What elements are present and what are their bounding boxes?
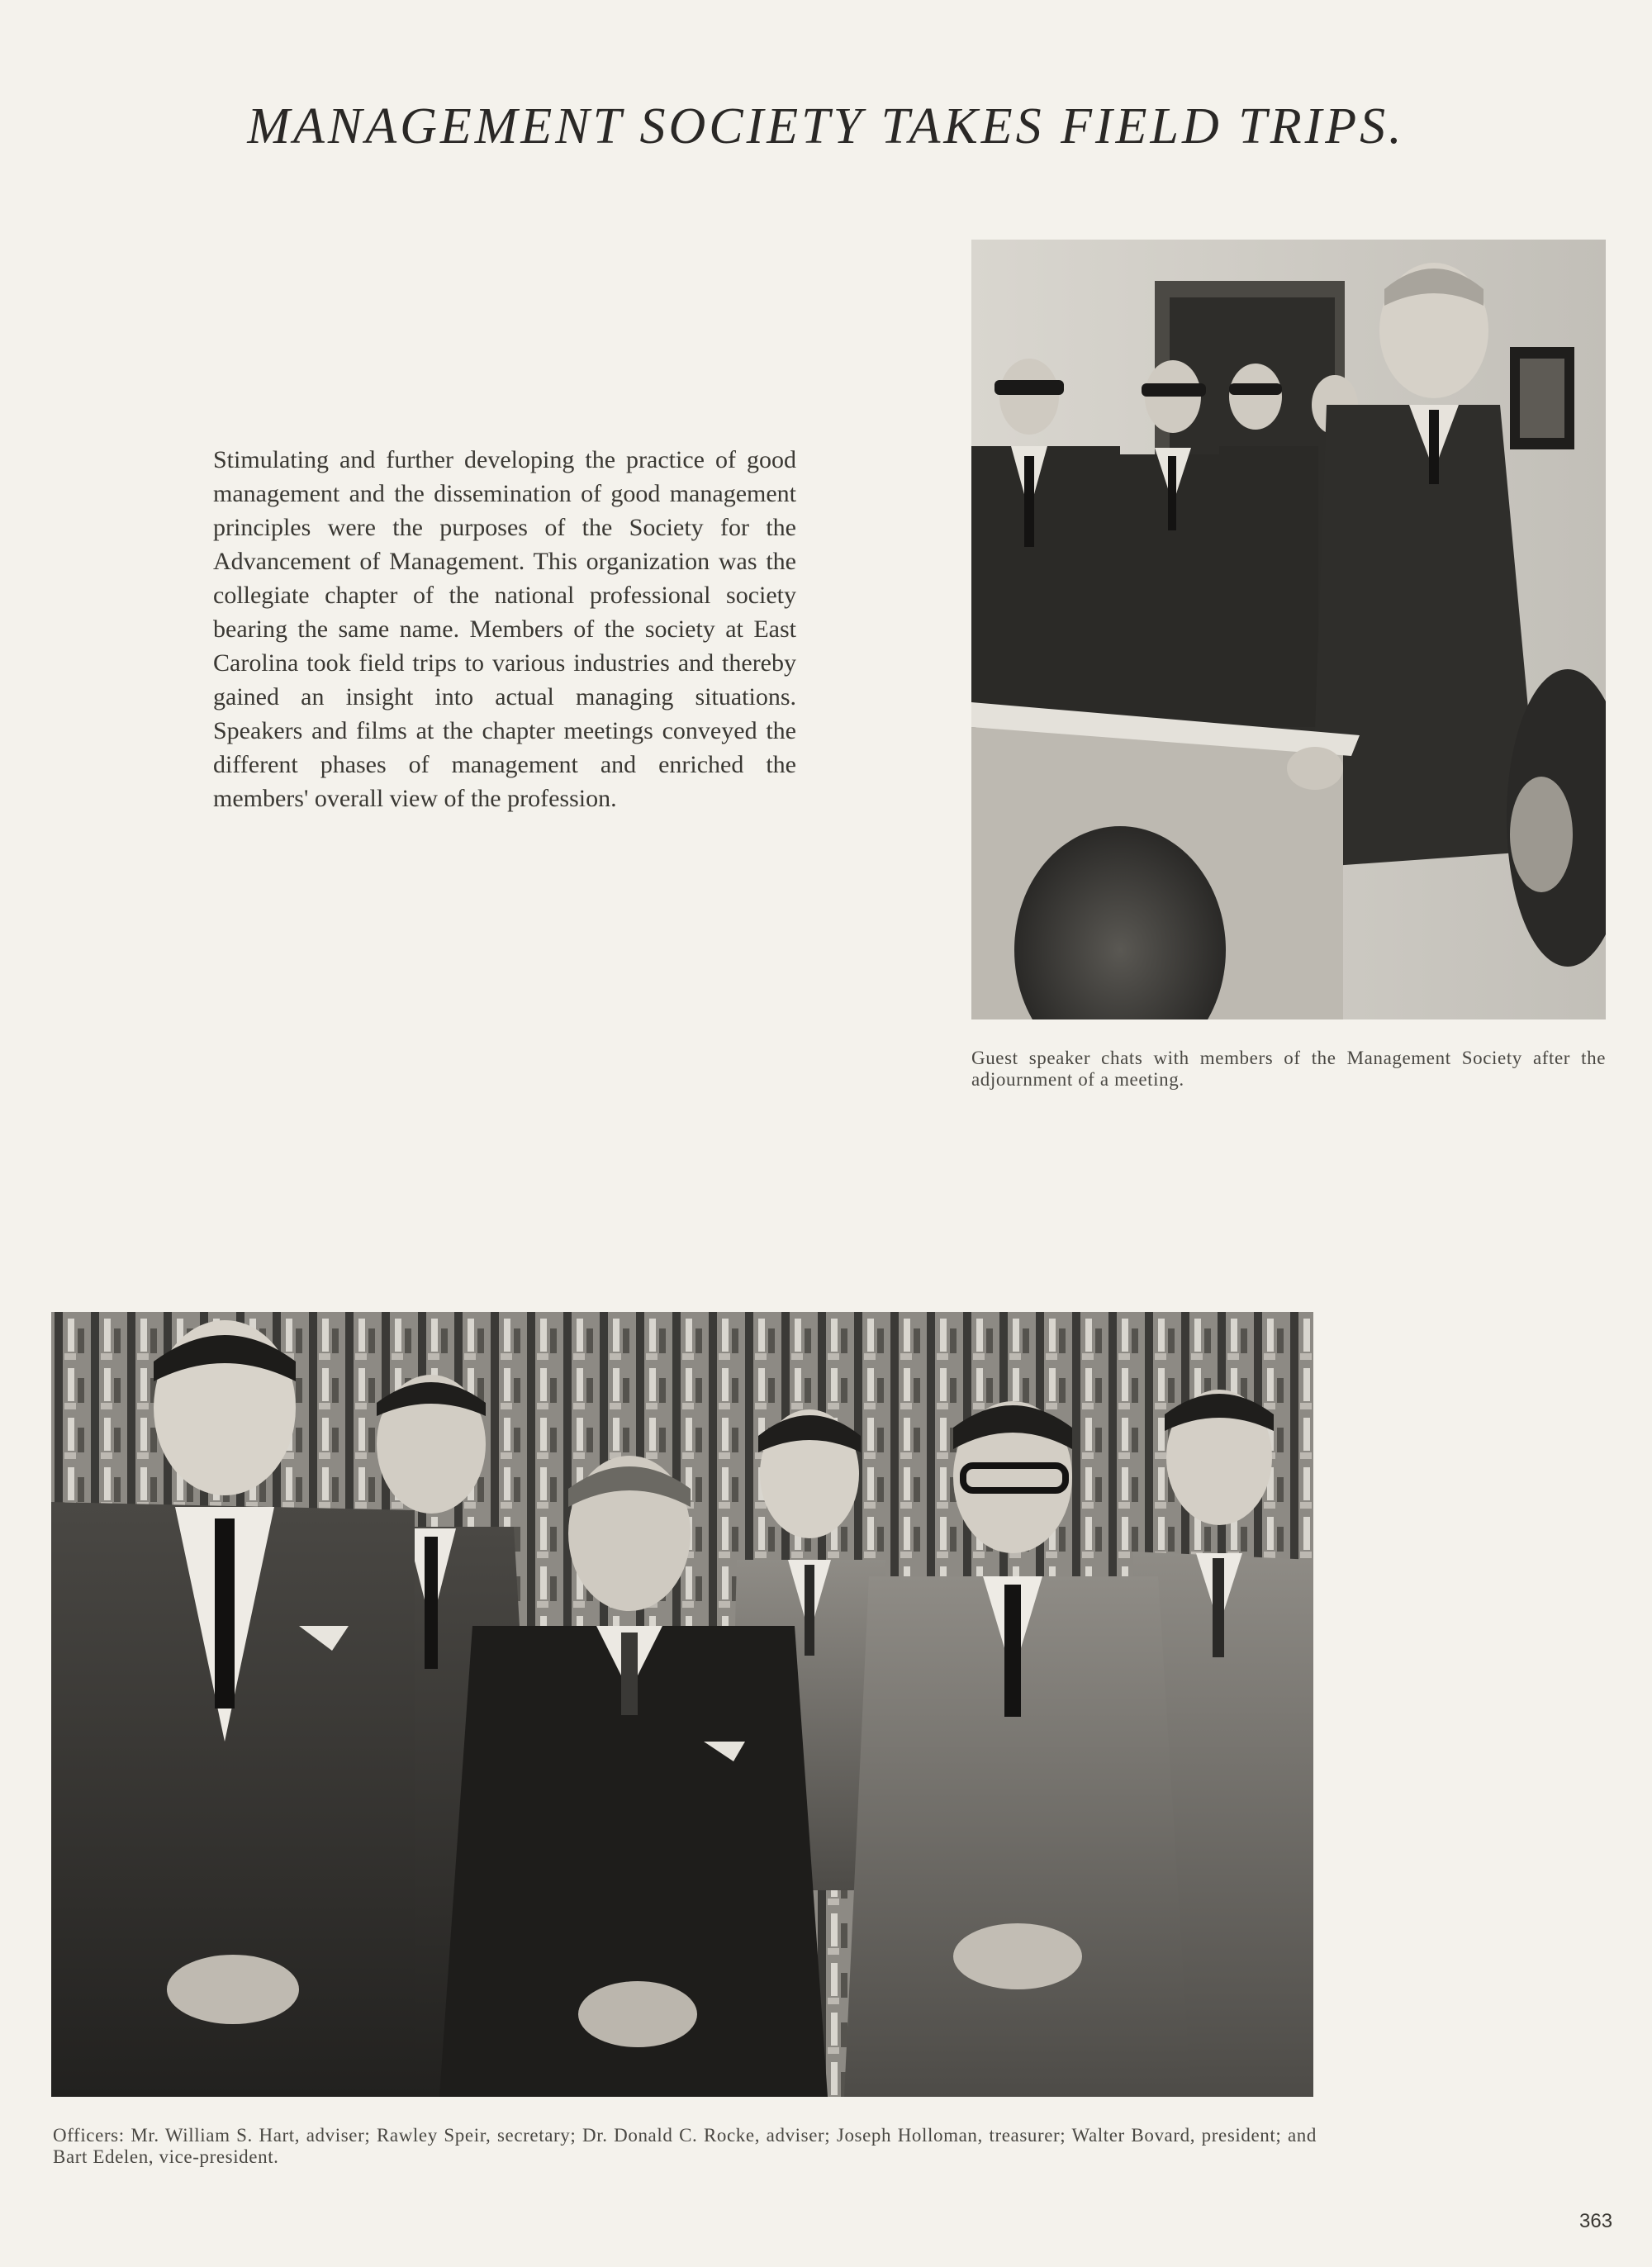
page-number: 363 — [1579, 2210, 1613, 2232]
officers-photo-caption: Officers: Mr. William S. Hart, adviser; Rawley Speir, secretary; Dr. Donald C. Rocke, adviser; Joseph Holloman, treasurer; Walter Bovard, president; and Bart Edelen, vice-president. — [53, 2125, 1317, 2167]
officers-group-illustration — [51, 1312, 1313, 2097]
article-body: Stimulating and further developing the practice of good management and the dissemination of good management principles were the purposes of the Society for the Advancement of Management. This organization was the collegiate chapter of the national professional society bearing the same name. Members of the society at East Carolina took field trips to various industries and thereby gained an insight into actual managing situations. Speakers and films at the chapter meetings conveyed the different phases of management and enriched the members' overall view of the profession. — [213, 446, 796, 812]
speaker-photo-caption: Guest speaker chats with members of the Management Society after the adjournment of a meeting. — [971, 1048, 1606, 1090]
guest-speaker-photo — [971, 240, 1606, 1019]
guest-speaker-illustration — [971, 240, 1606, 1019]
page-title: MANAGEMENT SOCIETY TAKES FIELD TRIPS. — [247, 98, 1405, 154]
officers-group-photo — [51, 1312, 1313, 2097]
